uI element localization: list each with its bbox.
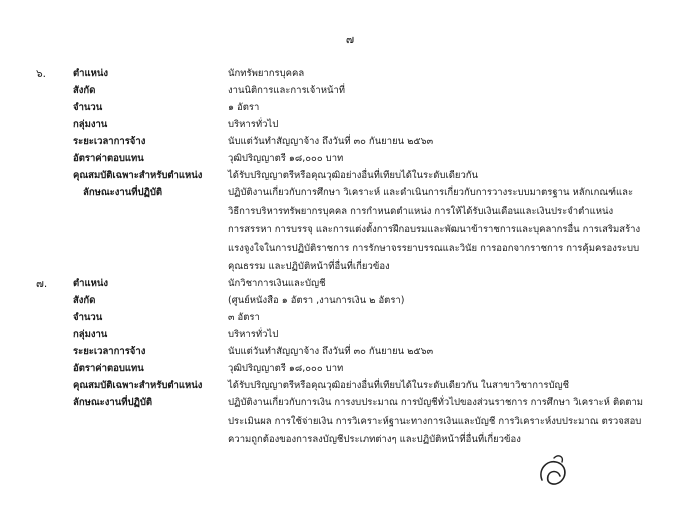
label-duties: ลักษณะงานที่ปฏิบัติ <box>73 397 153 408</box>
duties-line: วิธีการบริหารทรัพยากรบุคคล การกำหนดตำแหน่ง การให้ได้รับเงินเดือนและเงินประจำตำแหน่ง <box>228 205 614 217</box>
value-quantity: ๓ อัตรา <box>228 312 260 323</box>
value-period: นับแต่วันทำสัญญาจ้าง ถึงวันที่ ๓๐ กันยายน ๒๕๖๓ <box>228 136 434 147</box>
duties-description <box>228 394 673 450</box>
value-qualification: ได้รับปริญญาตรีหรือคุณวุฒิอย่างอื่นที่เทียบได้ในระดับเดียวกัน <box>228 170 479 181</box>
value-group: บริหารทั่วไป <box>228 329 279 340</box>
entry-number: ๖. <box>36 68 47 80</box>
label-group: กลุ่มงาน <box>73 329 108 340</box>
duties-line: การสรรหา การบรรจุ และการแต่งตั้งการฝึกอบรมและพัฒนาข้าราชการและบุคลากรอื่น การเสริมสร้าง <box>228 224 641 236</box>
label-qualification: คุณสมบัติเฉพาะสำหรับตำแหน่ง <box>73 380 203 391</box>
duties-line: ปฏิบัติงานเกี่ยวกับการเงิน การงบประมาณ การบัญชีทั่วไปของส่วนราชการ การศึกษา วิเคราะห์ ติดตาม <box>228 397 644 408</box>
label-pay: อัตราค่าตอบแทน <box>73 363 144 374</box>
value-pay: วุฒิปริญญาตรี ๑๘,๐๐๐ บาท <box>228 363 344 374</box>
duties-line: คุณธรรม และปฏิบัติหน้าที่อื่นที่เกี่ยวข้อง <box>228 261 390 273</box>
label-group: กลุ่มงาน <box>73 119 108 130</box>
value-position: นักทรัพยากรบุคคล <box>228 68 305 79</box>
page-number: ๗ <box>345 33 355 46</box>
value-affiliation: (ศูนย์หนังสือ ๑ อัตรา ,งานการเงิน ๒ อัตรา) <box>228 295 405 306</box>
label-position: ตำแหน่ง <box>73 68 109 79</box>
value-period: นับแต่วันทำสัญญาจ้าง ถึงวันที่ ๓๐ กันยายน ๒๕๖๓ <box>228 346 434 357</box>
label-quantity: จำนวน <box>73 102 103 113</box>
label-period: ระยะเวลาการจ้าง <box>73 346 146 357</box>
value-qualification: ได้รับปริญญาตรีหรือคุณวุฒิอย่างอื่นที่เทียบได้ในระดับเดียวกัน ในสาขาวิชาการบัญชี <box>228 380 570 391</box>
duties-description <box>228 184 673 277</box>
label-pay: อัตราค่าตอบแทน <box>73 153 144 164</box>
label-period: ระยะเวลาการจ้าง <box>73 136 146 147</box>
label-qualification: คุณสมบัติเฉพาะสำหรับตำแหน่ง <box>73 170 203 181</box>
signature-mark <box>534 452 574 492</box>
value-affiliation: งานนิติการและการเจ้าหน้าที่ <box>228 85 346 96</box>
label-position: ตำแหน่ง <box>73 278 109 289</box>
value-position: นักวิชาการเงินและบัญชี <box>228 278 326 289</box>
duties-line: ความถูกต้องของการลงบัญชีประเภทต่างๆ และปฏิบัติหน้าที่อื่นที่เกี่ยวข้อง <box>228 434 521 446</box>
value-group: บริหารทั่วไป <box>228 119 279 130</box>
label-duties: ลักษณะงานที่ปฏิบัติ <box>83 187 163 198</box>
entry-number: ๗. <box>36 278 48 290</box>
duties-line: ปฏิบัติงานเกี่ยวกับการศึกษา วิเคราะห์ และดำเนินการเกี่ยวกับการวางระบบมาตรฐาน หลักเกณฑ์และ <box>228 187 634 198</box>
label-quantity: จำนวน <box>73 312 103 323</box>
value-pay: วุฒิปริญญาตรี ๑๘,๐๐๐ บาท <box>228 153 344 164</box>
label-affiliation: สังกัด <box>73 295 96 306</box>
duties-line: แรงจูงใจในการปฏิบัติราชการ การรักษาจรรยาบรรณและวินัย การออกจากราชการ การคุ้มครองระบบ <box>228 242 640 254</box>
label-affiliation: สังกัด <box>73 85 96 96</box>
duties-line: ประเมินผล การใช้จ่ายเงิน การวิเคราะห์ฐานะทางการเงินและบัญชี การวิเคราะห์งบประมาณ ตรวจสอบ <box>228 415 642 427</box>
value-quantity: ๑ อัตรา <box>228 102 260 113</box>
